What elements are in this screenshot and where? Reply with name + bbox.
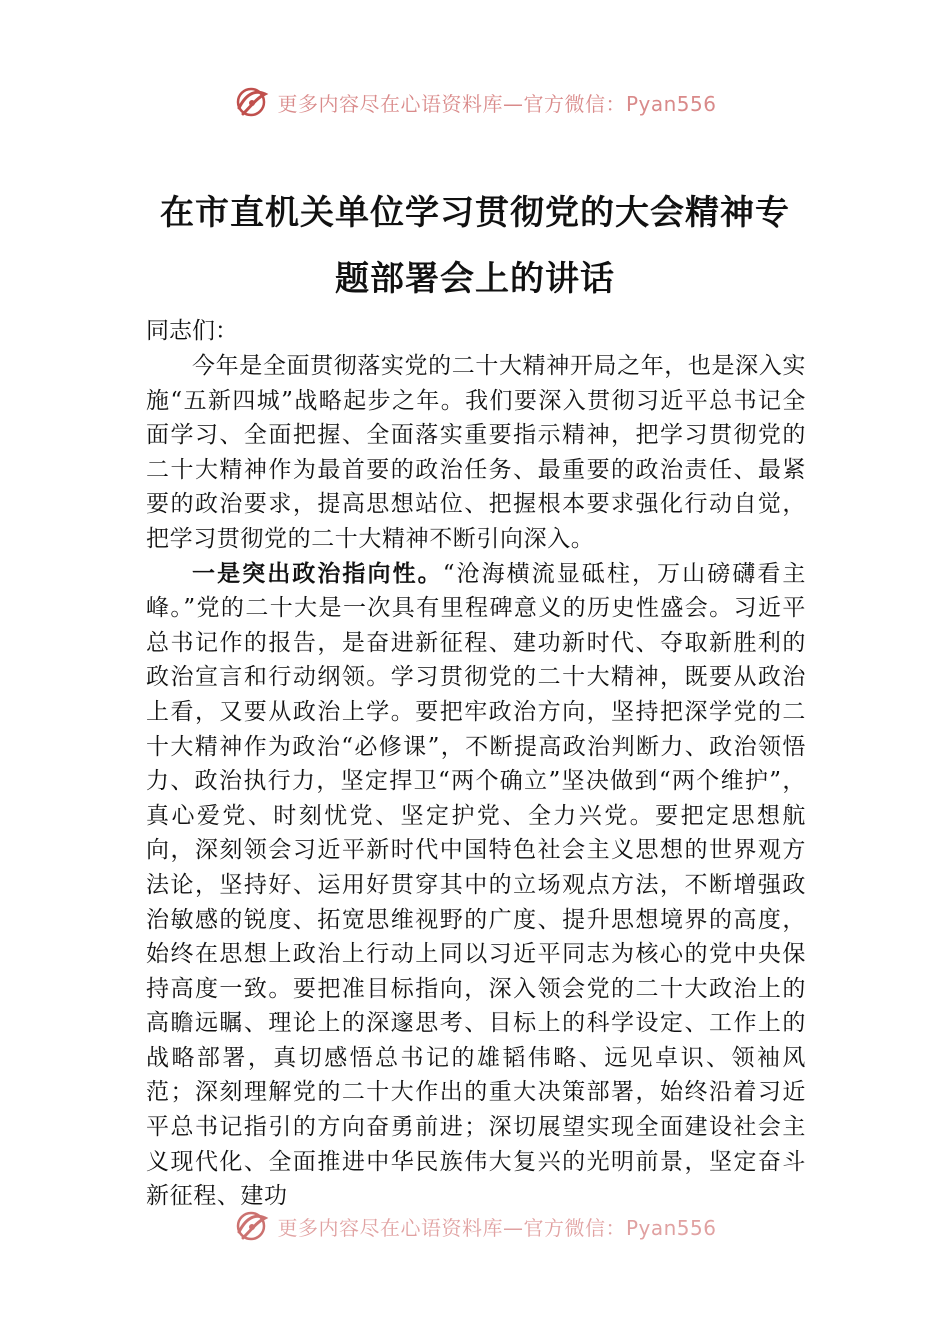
paragraph-heading: 一是突出政治指向性。 [192,559,443,587]
paragraph-intro: 今年是全面贯彻落实党的二十大精神开局之年，也是深入实施“五新四城”战略起步之年。我们要深入贯彻习近平总书记全面学习、全面把握、全面落实重要指示精神，把学习贯彻党的二十大精神作为最首要的政治任务、最重要的政治责任、最紧要的政治要求，提高思想站位、把握根本要求强化行动自觉，把学习贯彻党的二十大精神不断引向深入。 [146,353,806,552]
watermark-text: 更多内容尽在心语资料库—官方微信：Pyan556 [277,91,717,116]
title-line-2: 题部署会上的讲话 [335,259,615,299]
watermark-text: 更多内容尽在心语资料库—官方微信：Pyan556 [277,1215,717,1240]
paragraph-point-one [146,557,806,1214]
paragraph-body: “沧海横流显砥柱，万山磅礴看主峰。”党的二十大是一次具有里程碑意义的历史性盛会。习近平总书记作的报告，是奋进新征程、建功新时代、夺取新胜利的政治宣言和行动纲领。学习贯彻党的二十大精神，既要从政治上看，又要从政治上学。要把牢政治方向，坚持把深学党的二十大精神作为政治“必修课”，不断提高政治判断力、政治领悟力、政治执行力，坚定捍卫“两个确立”坚决做到“两个维护”，真心爱党、时刻忧党、坚定护党、全力兴党。要把定思想航向，深刻领会习近平新时代中国特色社会主义思想的世界观方法论，坚持好、运用好贯穿其中的立场观点方法，不断增强政治敏感的锐度、拓宽思维视野的广度、提升思想境界的高度，始终在思想上政治上行动上同以习近平同志为核心的党中央保持高度一致。要把准目标指向，深入领会党的二十大政治上的高瞻远瞩、理论上的深邃思考、目标上的科学设定、工作上的战略部署，真切感悟总书记的雄韬伟略、远见卓识、领袖风范；深刻理解党的二十大作出的重大决策部署，始终沿着习近平总书记指引的方向奋勇前进；深切展望实现全面建设社会主义现代化、全面推进中华民族伟大复兴的光明前景，坚定奋斗新征程、建功 [146,560,806,1210]
salutation: 同志们： [146,318,238,344]
document-body [146,314,806,1214]
seal-logo-icon [233,1208,269,1244]
seal-logo-icon [233,84,269,120]
watermark-footer [0,1208,950,1244]
watermark-header [0,84,950,120]
document-title [120,180,830,312]
title-line-1: 在市直机关单位学习贯彻党的大会精神专 [160,193,790,233]
